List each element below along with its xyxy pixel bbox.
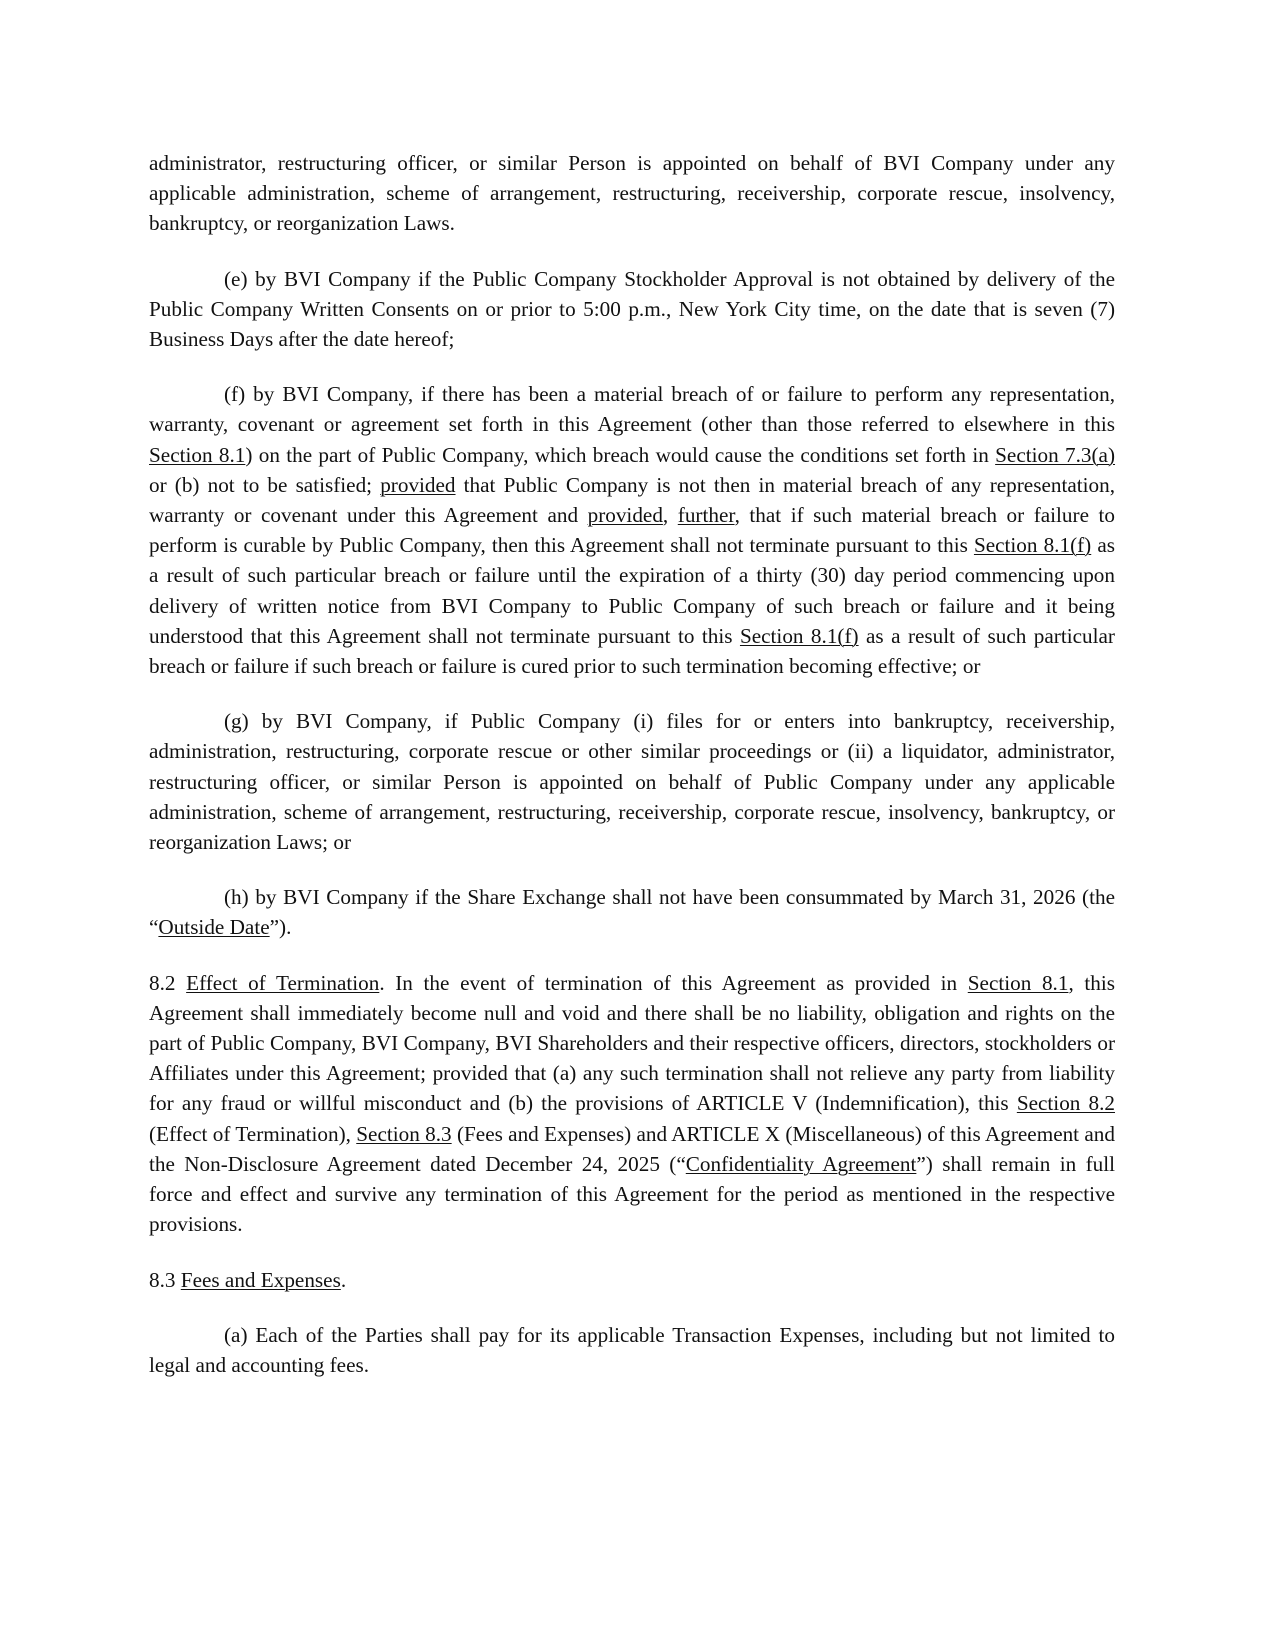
text-run: (a) Each of the Parties shall pay for its applicable Transaction Expenses, including but not limited to legal and accounting fees.	[149, 1322, 1115, 1377]
section-cross-reference[interactable]: Section 8.1(f)	[739, 623, 859, 648]
text-run: as a result of such particular breach or failure until the expiration of a thirty (30) day period commencing upon delivery of written notice from BVI Company to Public Company of such breach or failure and it being understood that this Agreement shall not terminate pursuant to this	[149, 533, 1115, 648]
paragraph-e	[149, 264, 1115, 355]
text-run: (g) by BVI Company, if Public Company (i) files for or enters into bankruptcy, receivership, administration, restructuring, corporate rescue or other similar proceedings or (ii) a liquidator, administrator, restructuring officer, or similar Person is appointed on behalf of Public Company under any applicable administration, scheme of arrangement, restructuring, receivership, corporate rescue, insolvency, bankruptcy, or reorganization Laws; or	[149, 709, 1115, 855]
section-cross-reference[interactable]: Section 8.2	[1016, 1091, 1115, 1116]
text-run: (h) by BVI Company if the Share Exchange shall not have been consummated by March 31, 2026 (the “	[149, 885, 1115, 940]
text-run: (Effect of Termination),	[149, 1121, 357, 1146]
paragraph-8-2	[149, 968, 1115, 1240]
section-cross-reference[interactable]: Section 8.1	[967, 970, 1069, 995]
text-run: ,	[662, 503, 678, 528]
defined-term: Confidentiality Agreement	[685, 1151, 917, 1176]
text-run: ) on the part of Public Company, which breach would cause the conditions set forth in	[245, 442, 996, 467]
paragraph-h	[149, 882, 1115, 942]
defined-term: provided	[380, 472, 456, 497]
text-run: ”) shall remain in full force and effect and survive any termination of this Agreement for the period as mentioned in the respective provisions.	[149, 1151, 1116, 1237]
paragraph-g	[149, 706, 1115, 857]
text-run: or (b) not to be satisfied;	[149, 472, 381, 497]
text-run: (f) by BVI Company, if there has been a material breach of or failure to perform any representation, warranty, covenant or agreement set forth in this Agreement (other than those referred to elsewhere in this	[149, 382, 1115, 437]
text-run: administrator, restructuring officer, or similar Person is appointed on behalf of BVI Company under any applicable administration, scheme of arrangement, restructuring, receivership, corporate rescue, insolvency, bankruptcy, or reorganization Laws.	[149, 151, 1115, 236]
defined-term: further	[677, 503, 735, 528]
defined-term: Outside Date	[158, 915, 270, 940]
defined-term: Fees and Expenses	[180, 1267, 341, 1292]
text-run: (e) by BVI Company if the Public Company Stockholder Approval is not obtained by delivery of the Public Company Written Consents on or prior to 5:00 p.m., New York City time, on the date that is seven (7) Business Days after the date hereof;	[149, 266, 1115, 352]
text-run: as a result of such particular breach or failure if such breach or failure is cured prior to such termination becoming effective; or	[149, 623, 1115, 679]
defined-term: provided	[587, 503, 663, 528]
document-body	[149, 148, 1115, 1405]
text-run: , that if such material breach or failure to perform is curable by Public Company, then this Agreement shall not terminate pursuant to this	[149, 503, 1115, 558]
section-cross-reference[interactable]: Section 8.1(f)	[973, 533, 1092, 558]
section-cross-reference[interactable]: Section 8.1	[149, 442, 246, 467]
paragraph-8-3-a	[149, 1320, 1115, 1380]
paragraph-8-3	[149, 1265, 1115, 1295]
text-run: that Public Company is not then in material breach of any representation, warranty or covenant under this Agreement and	[149, 472, 1115, 528]
text-run: ”).	[269, 915, 292, 940]
text-run: (Fees and Expenses) and ARTICLE X (Miscellaneous) of this Agreement and the Non-Disclosure Agreement dated December 24, 2025 (“	[149, 1121, 1115, 1176]
paragraph-f	[149, 379, 1115, 681]
text-run: , this Agreement shall immediately become null and void and there shall be no liability, obligation and rights on the part of Public Company, BVI Company, BVI Shareholders and their respective officers, directors, stockholders or Affiliates under this Agreement; provided that (a) any such termination shall not relieve any party from liability for any fraud or willful misconduct and (b) the provisions of ARTICLE V (Indemnification), this	[149, 970, 1115, 1116]
section-cross-reference[interactable]: Section 8.3	[356, 1121, 452, 1146]
text-run: 8.3	[149, 1267, 181, 1292]
defined-term: Effect of Termination	[186, 970, 380, 995]
text-run: . In the event of termination of this Agreement as provided in	[379, 970, 968, 995]
text-run: .	[340, 1267, 347, 1292]
paragraph-d-cont	[149, 148, 1115, 239]
text-run: 8.2	[149, 970, 187, 995]
section-cross-reference[interactable]: Section 7.3(a)	[995, 442, 1116, 467]
